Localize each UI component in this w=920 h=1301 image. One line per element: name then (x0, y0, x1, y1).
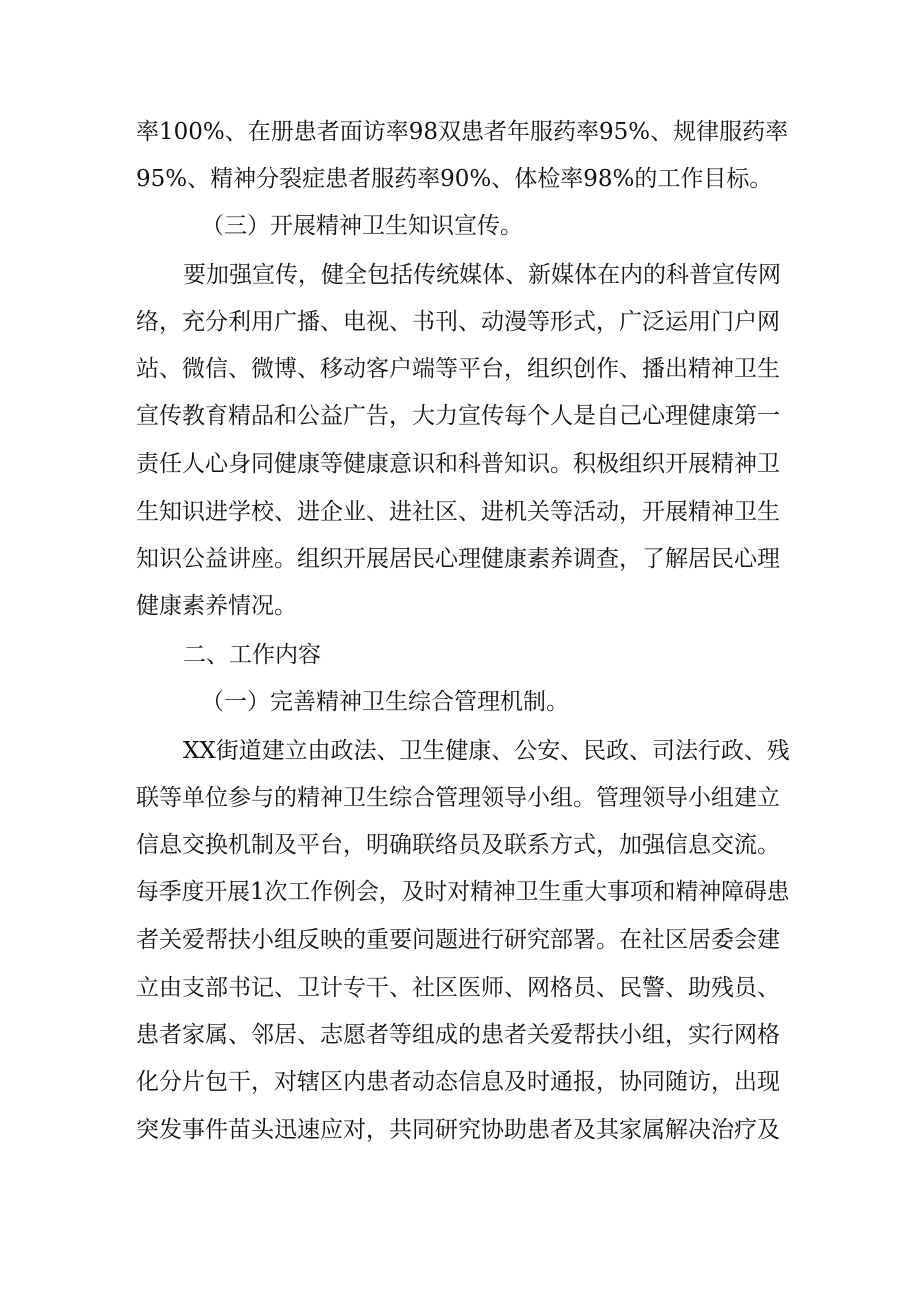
section-heading: 二、工作内容 (183, 642, 321, 668)
text-line: 联等单位参与的精神卫生综合管理领导小组。管理领导小组建立 (136, 785, 780, 811)
text-line: 95%、精神分裂症患者服药率90%、体检率98%的工作目标。 (136, 166, 773, 192)
section-heading: （一）完善精神卫生综合管理机制。 (201, 689, 569, 715)
text-line: 知识公益讲座。组织开展居民心理健康素养调查，了解居民心理 (136, 546, 780, 572)
text-line: 化分片包干，对辖区内患者动态信息及时通报，协同随访，出现 (136, 1069, 780, 1095)
text-line: 立由支部书记、卫计专干、社区医师、网格员、民警、助残员、 (136, 975, 780, 1001)
text-line: 患者家属、邻居、志愿者等组成的患者关爱帮扶小组，实行网格 (136, 1022, 780, 1048)
text-line: 信息交换机制及平台，明确联络员及联系方式，加强信息交流。 (136, 832, 780, 858)
text-line: 健康素养情况。 (136, 593, 297, 619)
text-line: 生知识进学校、进企业、进社区、进机关等活动，开展精神卫生 (136, 499, 780, 525)
text-line: 每季度开展1次工作例会，及时对精神卫生重大事项和精神障碍患 (136, 879, 790, 905)
section-heading: （三）开展精神卫生知识宣传。 (201, 213, 523, 239)
text-line: XX街道建立由政法、卫生健康、公安、民政、司法行政、残 (183, 738, 790, 764)
text-line: 络，充分利用广播、电视、书刊、动漫等形式，广泛运用门户网 (136, 309, 780, 335)
text-line: 者关爱帮扶小组反映的重要问题进行研究部署。在社区居委会建 (136, 927, 780, 953)
text-line: 要加强宣传，健全包括传统媒体、新媒体在内的科普宣传网 (183, 262, 781, 288)
text-line: 突发事件苗头迅速应对，共同研究协助患者及其家属解决治疗及 (136, 1117, 780, 1143)
text-line: 责任人心身同健康等健康意识和科普知识。积极组织开展精神卫 (136, 451, 780, 477)
text-line: 率100%、在册患者面访率98双患者年服药率95%、规律服药率 (136, 119, 789, 145)
text-line: 宣传教育精品和公益广告，大力宣传每个人是自己心理健康第一 (136, 403, 780, 429)
text-line: 站、微信、微博、移动客户端等平台，组织创作、播出精神卫生 (136, 356, 780, 382)
